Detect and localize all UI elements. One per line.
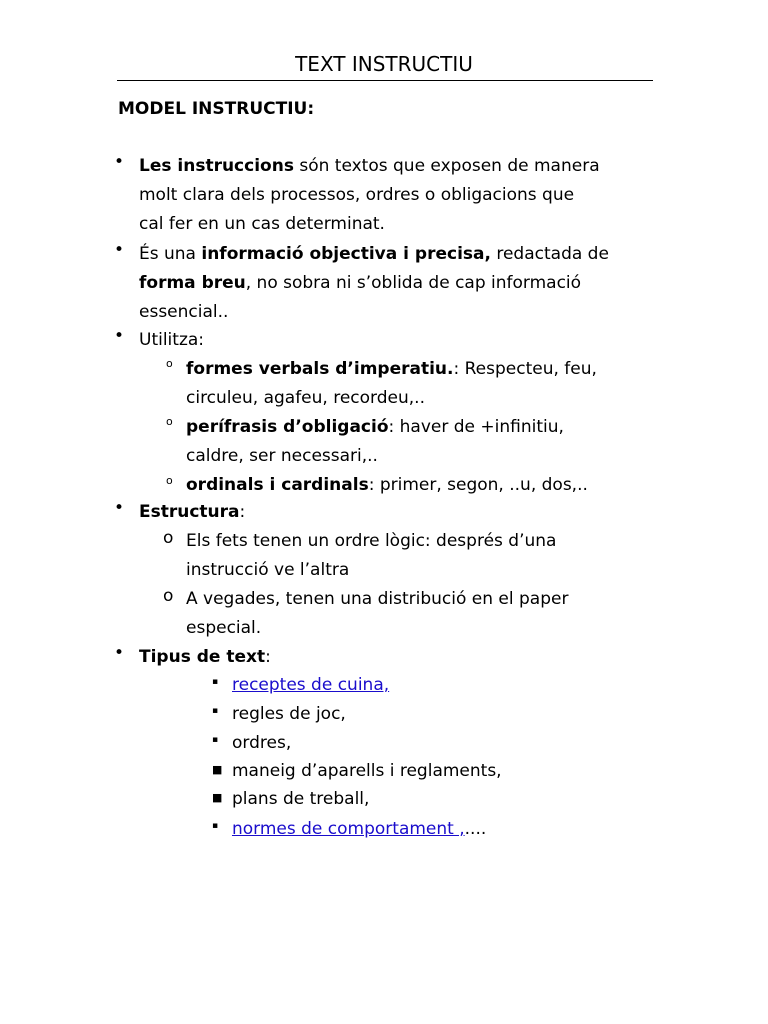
circle-marker: o — [163, 528, 174, 548]
type-item — [232, 815, 652, 844]
subitem-logical-order — [186, 527, 646, 585]
bullet-item-definition — [139, 152, 659, 239]
type-item: ordres, — [232, 733, 292, 753]
square-marker: ▪ — [212, 735, 219, 745]
title-divider — [117, 80, 653, 81]
bullet-item-structure — [139, 498, 659, 527]
subitem-imperative — [186, 355, 646, 413]
square-marker: ▪ — [212, 821, 219, 831]
text-line: Els fets tenen un ordre lògic: després d’una — [186, 531, 557, 551]
square-marker: ▪ — [212, 677, 219, 687]
subitem-distribution — [186, 585, 646, 643]
text-fragment: : — [265, 647, 271, 667]
text-line: cal fer en un cas determinat. — [139, 214, 385, 234]
square-marker: ▪ — [212, 706, 219, 716]
bold-term: Estructura — [139, 502, 240, 522]
type-item: regles de joc, — [232, 704, 346, 724]
text-fragment: redactada de — [490, 244, 609, 264]
subitem-ordinals — [186, 471, 646, 500]
text-line: caldre, ser necessari,.. — [186, 446, 378, 466]
bold-term: formes verbals d’imperatiu. — [186, 359, 454, 379]
bullet-marker: • — [114, 643, 125, 663]
circle-marker: o — [166, 474, 173, 487]
bullet-item-information — [139, 240, 659, 327]
document-title: TEXT INSTRUCTIU — [295, 52, 473, 76]
square-marker: ■ — [212, 791, 223, 804]
bullet-marker: • — [114, 152, 125, 172]
subitem-obligation — [186, 413, 646, 471]
section-heading: MODEL INSTRUCTIU: — [118, 99, 315, 119]
bold-term: informació objectiva i precisa, — [201, 244, 491, 264]
text-line: instrucció ve l’altra — [186, 560, 350, 580]
text-line: essencial.. — [139, 302, 229, 322]
bold-term: ordinals i cardinals — [186, 475, 369, 495]
type-item — [232, 671, 652, 700]
circle-marker: o — [166, 357, 173, 370]
text-line: circuleu, agafeu, recordeu,.. — [186, 388, 425, 408]
behaviour-rules-link[interactable]: normes de comportament , — [232, 819, 465, 839]
text-fragment: : Respecteu, feu, — [453, 359, 597, 379]
text-line: especial. — [186, 618, 262, 638]
bold-term: Les instruccions — [139, 156, 294, 176]
bold-term: perífrasis d’obligació — [186, 417, 389, 437]
text-fragment: És una — [139, 244, 202, 264]
bullet-item-uses: Utilitza: — [139, 330, 205, 350]
circle-marker: o — [163, 586, 174, 606]
text-fragment: : haver de +infinitiu, — [388, 417, 564, 437]
text-fragment: són textos que exposen de manera — [293, 156, 600, 176]
type-item: plans de treball, — [232, 789, 370, 809]
text-fragment: , no sobra ni s’oblida de cap informació — [245, 273, 582, 293]
circle-marker: o — [166, 415, 173, 428]
text-line: molt clara dels processos, ordres o obligacions que — [139, 185, 575, 205]
bold-term: forma breu — [139, 273, 246, 293]
text-fragment: : primer, segon, ..u, dos,.. — [368, 475, 588, 495]
recipes-link[interactable]: receptes de cuina, — [232, 675, 390, 695]
text-fragment: .... — [464, 819, 487, 839]
text-line: A vegades, tenen una distribució en el paper — [186, 589, 569, 609]
bullet-marker: • — [114, 326, 125, 346]
type-item: maneig d’aparells i reglaments, — [232, 761, 502, 781]
bold-term: Tipus de text — [139, 647, 266, 667]
bullet-marker: • — [114, 240, 125, 260]
square-marker: ■ — [212, 763, 223, 776]
bullet-marker: • — [114, 498, 125, 518]
text-fragment: : — [239, 502, 246, 522]
bullet-item-text-types — [139, 643, 659, 672]
